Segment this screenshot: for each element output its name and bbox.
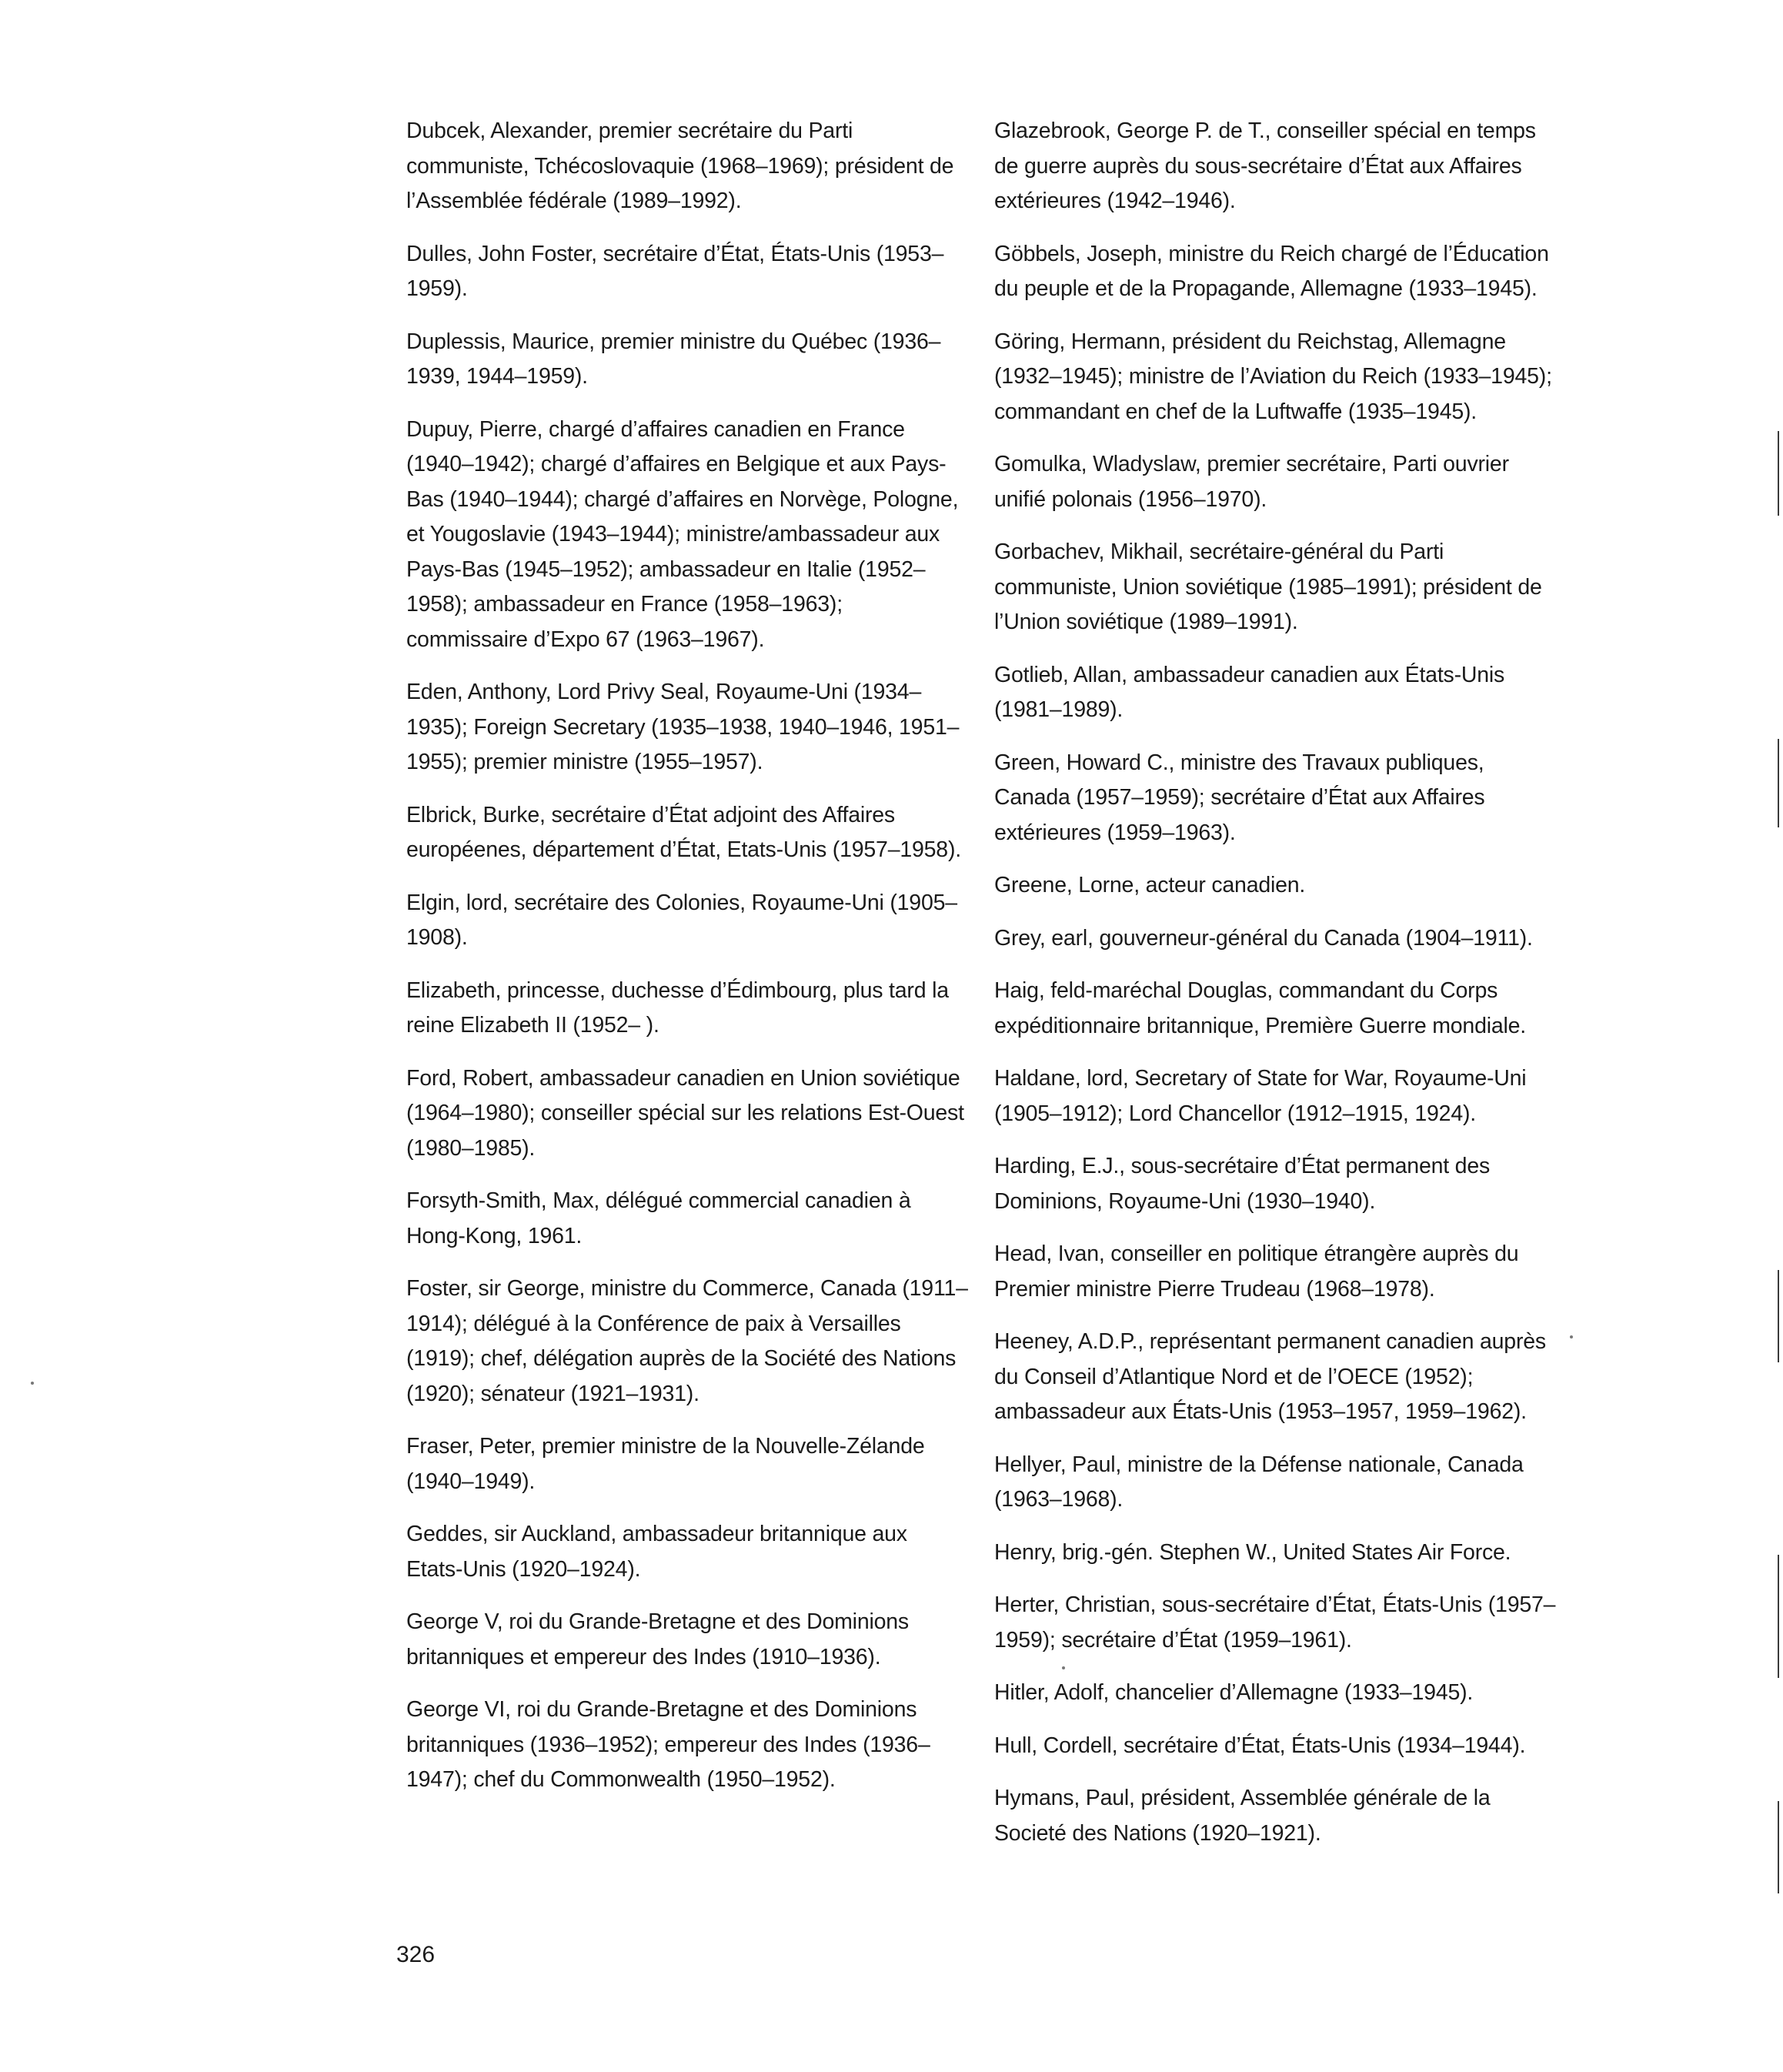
index-entry: Geddes, sir Auckland, ambassadeur britannique aux Etats-Unis (1920–1924). [406, 1522, 907, 1582]
index-entry: Heeney, A.D.P., représentant permanent canadien auprès du Conseil d’Atlantique Nord et de l’OECE (1952); ambassadeur aux États-Unis (1953–1957, 1959–1962). [994, 1329, 1546, 1424]
index-entry: Greene, Lorne, acteur canadien. [994, 873, 1306, 897]
index-entry: Elizabeth, princesse, duchesse d’Édimbourg, plus tard la reine Elizabeth II (1952– ). [406, 978, 949, 1038]
left-column [406, 114, 968, 1816]
index-entry: Gomulka, Wladyslaw, premier secrétaire, Parti ouvrier unifié polonais (1956–1970). [994, 452, 1509, 512]
index-entry: Dubcek, Alexander, premier secrétaire du Parti communiste, Tchécoslovaquie (1968–1969); président de l’Assemblée fédérale (1989–1992). [406, 119, 954, 213]
scan-dot-mark [31, 1382, 34, 1385]
index-entry: Göring, Hermann, président du Reichstag, Allemagne (1932–1945); ministre de l’Aviation du Reich (1933–1945); commandant en chef de la Luftwaffe (1935–1945). [994, 329, 1552, 424]
page-number: 326 [396, 1942, 436, 1967]
scan-edge-mark [1778, 1270, 1779, 1362]
index-entry: Herter, Christian, sous-secrétaire d’État, États-Unis (1957–1959); secrétaire d’État (1959–1961). [994, 1592, 1556, 1653]
right-column [994, 114, 1564, 1869]
index-entry: Gorbachev, Mikhail, secrétaire-général du Parti communiste, Union soviétique (1985–1991); président de l’Union soviétique (1989–1991). [994, 540, 1542, 634]
index-entry: Harding, E.J., sous-secrétaire d’État permanent des Dominions, Royaume-Uni (1930–1940). [994, 1154, 1491, 1214]
index-entry: Haig, feld-maréchal Douglas, commandant du Corps expéditionnaire britannique, Première Guerre mondiale. [994, 978, 1527, 1038]
scan-edge-mark [1778, 739, 1779, 827]
index-entry: Grey, earl, gouverneur-général du Canada (1904–1911). [994, 925, 1533, 951]
index-entry: Green, Howard C., ministre des Travaux publiques, Canada (1957–1959); secrétaire d’État aux Affaires extérieures (1959–1963). [994, 750, 1485, 845]
index-entry: Ford, Robert, ambassadeur canadien en Union soviétique (1964–1980); conseiller spécial sur les relations Est-Ouest (1980–1985). [406, 1065, 964, 1161]
index-entry: Duplessis, Maurice, premier ministre du Québec (1936–1939, 1944–1959). [406, 329, 941, 389]
scan-edge-mark [1778, 1801, 1779, 1893]
index-entry: Glazebrook, George P. de T., conseiller spécial en temps de guerre auprès du sous-secrétaire d’État aux Affaires extérieures (1942–1946). [994, 119, 1536, 213]
index-entry: Göbbels, Joseph, ministre du Reich chargé de l’Éducation du peuple et de la Propagande, Allemagne (1933–1945). [994, 241, 1549, 301]
scan-edge-mark [1778, 431, 1779, 516]
index-entry: Forsyth-Smith, Max, délégué commercial canadien à Hong-Kong, 1961. [406, 1188, 911, 1248]
index-entry: Dupuy, Pierre, chargé d’affaires canadien en France (1940–1942); chargé d’affaires en Belgique et aux Pays-Bas (1940–1944); chargé d’affaires en Norvège, Pologne, et Yougoslavie (1943–1944); ministre/ambassadeur aux Pays-Bas (1945–1952); ambassadeur en Italie (1952–1958); ambassadeur en France (1958–1963); commissaire d’Expo 67 (1963–1967). [406, 416, 959, 652]
index-entry: Haldane, lord, Secretary of State for War, Royaume-Uni (1905–1912); Lord Chancellor (1912–1915, 1924). [994, 1066, 1527, 1126]
index-entry: Gotlieb, Allan, ambassadeur canadien aux États-Unis (1981–1989). [994, 662, 1505, 722]
scan-edge-mark [1778, 1555, 1779, 1678]
index-entry: Dulles, John Foster, secrétaire d’État, États-Unis (1953–1959). [406, 241, 944, 301]
index-entry: Elgin, lord, secrétaire des Colonies, Royaume-Uni (1905–1908). [406, 890, 957, 950]
index-entry: Henry, brig.-gén. Stephen W., United States Air Force. [994, 1539, 1511, 1565]
index-entry: Elbrick, Burke, secrétaire d’État adjoint des Affaires européenes, département d’État, Etats-Unis (1957–1958). [406, 802, 961, 862]
index-entry: Eden, Anthony, Lord Privy Seal, Royaume-Uni (1934–1935); Foreign Secretary (1935–1938, 1940–1946, 1951–1955); premier ministre (1955–1957). [406, 680, 960, 774]
index-entry: George V, roi du Grande-Bretagne et des Dominions britanniques et empereur des Indes (1910–1936). [406, 1609, 909, 1669]
index-entry: George VI, roi du Grande-Bretagne et des Dominions britanniques (1936–1952); empereur des Indes (1936–1947); chef du Commonwealth (1950–1952). [406, 1697, 930, 1792]
index-entry: Head, Ivan, conseiller en politique étrangère auprès du Premier ministre Pierre Trudeau (1968–1978). [994, 1242, 1519, 1302]
index-entry: Foster, sir George, ministre du Commerce, Canada (1911–1914); délégué à la Conférence de paix à Versailles (1919); chef, délégation auprès de la Société des Nations (1920); sénateur (1921–1931). [406, 1276, 968, 1406]
index-entry: Hellyer, Paul, ministre de la Défense nationale, Canada (1963–1968). [994, 1452, 1524, 1512]
index-entry: Fraser, Peter, premier ministre de la Nouvelle-Zélande (1940–1949). [406, 1434, 925, 1494]
index-entry: Hymans, Paul, président, Assemblée générale de la Societé des Nations (1920–1921). [994, 1786, 1491, 1846]
index-entry: Hitler, Adolf, chancelier d’Allemagne (1933–1945). [994, 1680, 1474, 1705]
index-entry: Hull, Cordell, secrétaire d’État, États-Unis (1934–1944). [994, 1733, 1526, 1758]
scan-dot-mark [1570, 1335, 1573, 1338]
scan-dot-mark [1062, 1666, 1065, 1669]
